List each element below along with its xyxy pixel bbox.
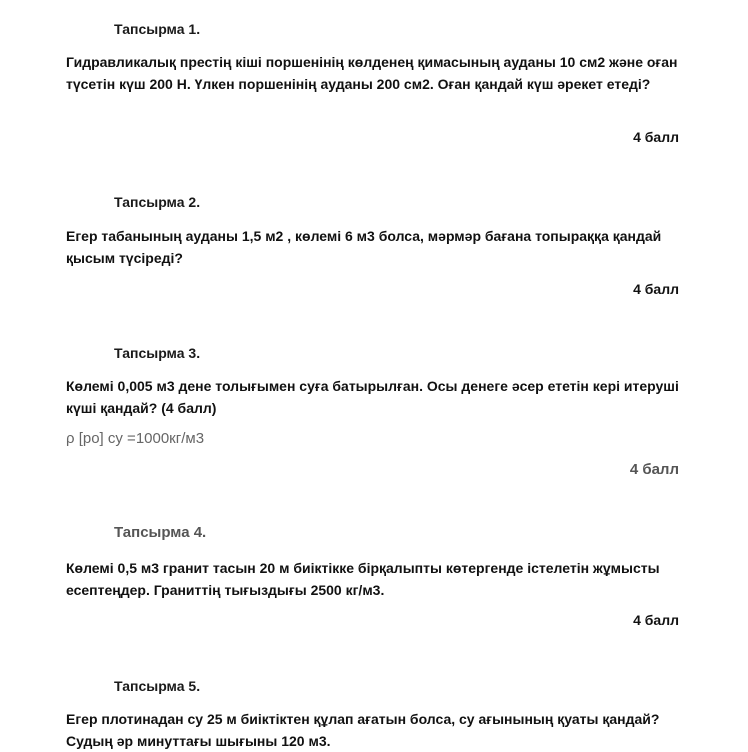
task-5-title: Тапсырма 5. [114,678,201,694]
task-4-points: 4 балл [633,612,679,628]
task-4-title: Тапсырма 4. [114,524,207,541]
task-4-text: Көлемі 0,5 м3 гранит тасын 20 м биіктікке бірқалыпты көтергенде істелетін жұмысты есептеңдер. Граниттің тығыздығы 2500 кг/м3. [66,560,660,598]
task-2-points: 4 балл [633,281,679,297]
task-3-points: 4 балл [629,461,679,478]
task-3-text: Көлемі 0,005 м3 дене толығымен суға батырылған. Осы денеге әсер ететін кері итеруші күші қандай? (4 балл) [66,378,679,416]
task-3-title: Тапсырма 3. [114,345,201,361]
task-1-title: Тапсырма 1. [114,21,201,37]
task-1-points: 4 балл [633,129,679,145]
task-1-text: Гидравликалық престің кіші поршенінің көлденең қимасының ауданы 10 см2 және оған түсетін күш 200 Н. Үлкен поршенінің ауданы 200 см2. Оған қандай күш әрекет етеді? [66,54,678,92]
task-5-text: Егер плотинадан су 25 м биіктіктен құлап ағатын болса, су ағынының қуаты қандай? Судың әр минуттағы шығыны 120 м3. [66,711,660,749]
task-2-title: Тапсырма 2. [114,194,201,210]
task-2-text: Егер табанының ауданы 1,5 м2 , көлемі 6 м3 болса, мәрмәр бағана топыраққа қандай қысым түсіреді? [66,228,662,266]
density-note: ρ [ро] су =1000кг/м3 [66,430,205,447]
